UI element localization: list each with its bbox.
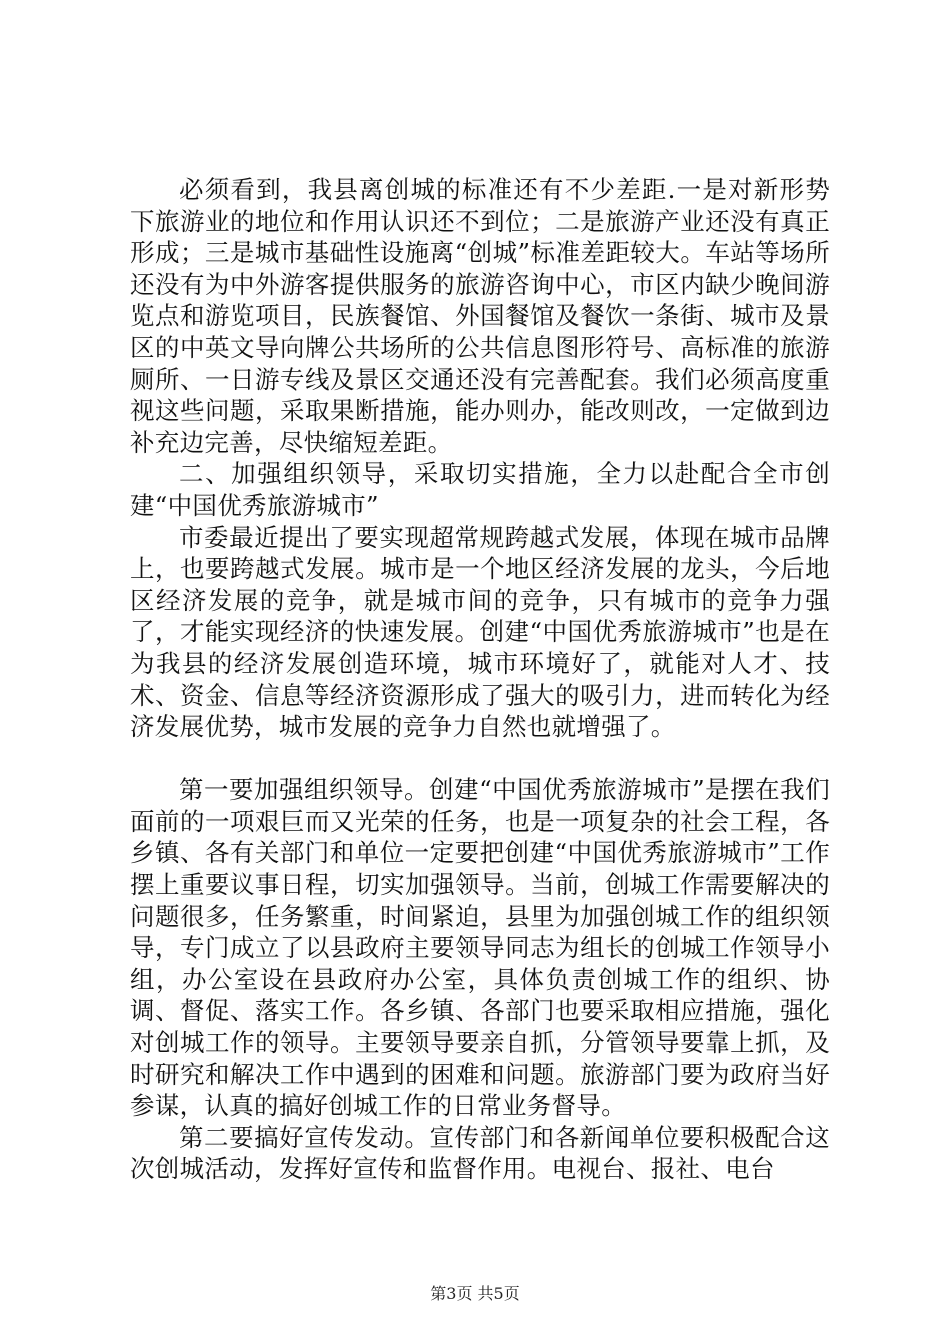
paragraph-gap-analysis: 必须看到，我县离创城的标准还有不少差距.一是对新形势下旅游业的地位和作用认识还不到位；二是旅游产业还没有真正形成；三是城市基础性设施离“创城”标准差距较大。车站等场所还没有为中外游客提供服务的旅游咨询中心，市区内缺少晚间游览点和游览项目，民族餐馆、外国餐馆及餐饮一条街、城市及景区的中英文导向牌公共场所的公共信息图形符号、高标准的旅游厕所、一日游专线及景区交通还没有完善配套。我们必须高度重视这些问题，采取果断措施，能办则办，能改则改，一定做到边补充边完善，尽快缩短差距。 <box>130 175 830 457</box>
paragraph-second-publicity: 第二要搞好宣传发动。宣传部门和各新闻单位要积极配合这次创城活动，发挥好宣传和监督作用。电视台、报社、电台 <box>130 1122 830 1184</box>
document-body <box>130 174 830 1185</box>
page-footer: 第3页 共5页 <box>430 1284 520 1303</box>
paragraph-first-organization: 第一要加强组织领导。创建“中国优秀旅游城市”是摆在我们面前的一项艰巨而又光荣的任务，也是一项复杂的社会工程，各乡镇、各有关部门和单位一定要把创建“中国优秀旅游城市”工作摆上重要议事日程，切实加强领导。当前，创城工作需要解决的问题很多，任务繁重，时间紧迫，县里为加强创城工作的组织领导，专门成立了以县政府主要领导同志为组长的创城工作领导小组，办公室设在县政府办公室，具体负责创城工作的组织、协调、督促、落实工作。各乡镇、各部门也要采取相应措施，强化对创城工作的领导。主要领导要亲自抓，分管领导要靠上抓，及时研究和解决工作中遇到的困难和问题。旅游部门要为政府当好参谋，认真的搞好创城工作的日常业务督导。 <box>130 775 830 1121</box>
section-heading-two: 二、加强组织领导，采取切实措施，全力以赴配合全市创建“中国优秀旅游城市” <box>130 459 830 520</box>
paragraph-city-development: 市委最近提出了要实现超常规跨越式发展，体现在城市品牌上，也要跨越式发展。城市是一个地区经济发展的龙头，今后地区经济发展的竞争，就是城市间的竞争，只有城市的竞争力强了，才能实现经济的快速发展。创建“中国优秀旅游城市”也是在为我县的经济发展创造环境，城市环境好了，就能对人才、技术、资金、信息等经济资源形成了强大的吸引力，进而转化为经济发展优势，城市发展的竞争力自然也就增强了。 <box>130 522 830 742</box>
